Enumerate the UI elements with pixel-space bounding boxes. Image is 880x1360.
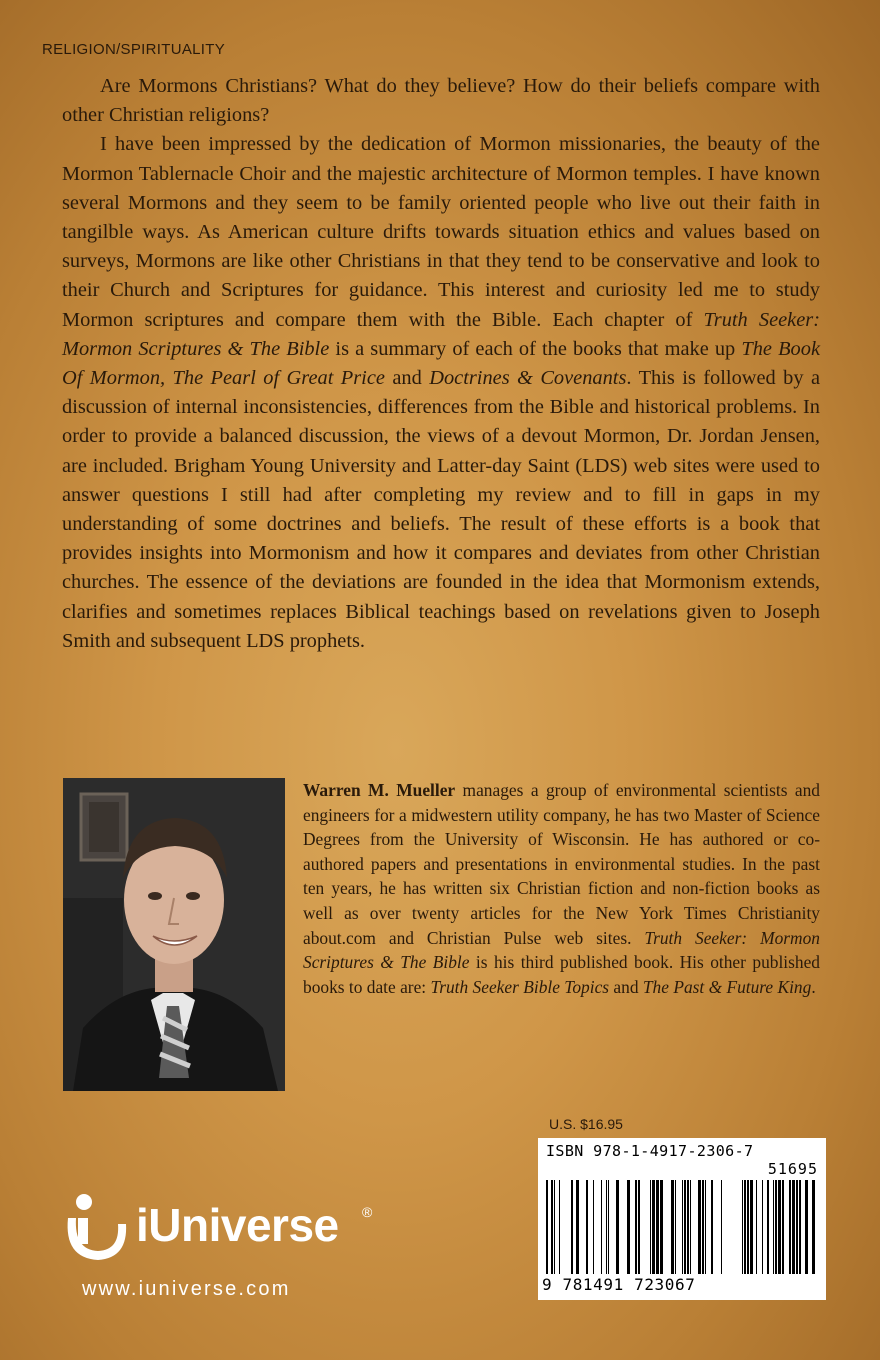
registered-mark: ® (362, 1204, 373, 1220)
barcode-bar (601, 1180, 602, 1274)
barcode-bar (799, 1180, 801, 1274)
barcode-bar (616, 1180, 619, 1274)
barcode-bar (773, 1180, 774, 1274)
barcode-bar (744, 1180, 746, 1274)
barcode-bar (782, 1180, 784, 1274)
blurb-text-b: is a summary of each of the books that make up (329, 337, 742, 360)
barcode-bar (698, 1180, 701, 1274)
barcode-bar (721, 1180, 722, 1274)
barcode-bar (792, 1180, 795, 1274)
barcode-bar (660, 1180, 663, 1274)
barcode-price-code: 51695 (767, 1160, 818, 1178)
barcode-bar (684, 1180, 686, 1274)
barcode-bar (559, 1180, 560, 1274)
publisher-logo (62, 1188, 392, 1268)
barcode-bar (627, 1180, 630, 1274)
barcode-bar (750, 1180, 753, 1274)
barcode-bar (652, 1180, 655, 1274)
author-photo-illustration (63, 778, 285, 1091)
barcode-bar (608, 1180, 609, 1274)
barcode-bar (635, 1180, 637, 1274)
barcode-bar (767, 1180, 769, 1274)
blurb-book-title: Truth Seeker: Mormon Scriptures & The Bible (62, 308, 820, 360)
barcode-bar (742, 1180, 743, 1274)
price-label: U.S. $16.95 (549, 1116, 623, 1132)
blurb-text-a: I have been impressed by the dedication of Mormon missionaries, the beauty of the Mormon Tablernacle Choir and the majestic architecture of Mormon temples. I have known several Mormons and they seem to be family oriented people who live out their faith in tangilble ways. As American culture drifts towards situation ethics and values based on surveys, Mormons are like other Christians in that they tend to be conservative and look to their Church and Scriptures for guidance. This interest and curiosity led me to study Mormon scriptures and compare them with the Bible. Each chapter of (62, 133, 820, 331)
barcode-bar (586, 1180, 588, 1274)
bio-title-bible-topics: Truth Seeker Bible Topics (430, 976, 610, 997)
barcode-bar (775, 1180, 777, 1274)
barcode-bar (805, 1180, 808, 1274)
barcode-bar (796, 1180, 798, 1274)
barcode-bar (756, 1180, 757, 1274)
barcode-bar (606, 1180, 607, 1274)
blurb-title-doctrines: Doctrines & Covenants (429, 367, 627, 390)
barcode-bars (544, 1180, 820, 1276)
barcode-bar (687, 1180, 689, 1274)
barcode-bar (778, 1180, 781, 1274)
barcode-bar (551, 1180, 553, 1274)
barcode-bar (638, 1180, 640, 1274)
barcode-bar (690, 1180, 691, 1274)
barcode-bar (762, 1180, 763, 1274)
author-photo (63, 778, 285, 1091)
bio-text-b: is his third published book. His other published books to date are: (303, 952, 821, 997)
bio-title-past-future-king: The Past & Future King (642, 976, 812, 997)
barcode-digits: 9 781491 723067 (542, 1275, 696, 1294)
blurb-text-c: and (384, 367, 430, 390)
barcode-bar (789, 1180, 791, 1274)
barcode-bar (682, 1180, 683, 1274)
author-bio (303, 778, 820, 999)
blurb-text-d: . This is followed by a discussion of internal inconsistencies, differences from the Bible and historical problems. In order to provide a balanced discussion, the views of a devout Mormon, Dr. Jordan Jensen, are included. Brigham Young University and Latter-day Saint (LDS) web sites were used to answer questions I still had after completing my review and to fill in gaps in my understanding of some doctrines and beliefs. The result of these efforts is a book that provides insights into Mormonism and how it compares and deviates from other Christian churches. The essence of the deviations are founded in the idea that Mormonism extends, clarifies and sometimes replaces Biblical teachings based on revelations given to Joseph Smith and subsequent LDS prophets. (62, 367, 821, 652)
barcode-bar (711, 1180, 713, 1274)
back-cover-blurb (62, 72, 820, 656)
bio-text-c: and (609, 976, 643, 997)
publisher-name: iUniverse (136, 1199, 339, 1251)
barcode-bar (554, 1180, 555, 1274)
barcode-bar (747, 1180, 749, 1274)
category-label: RELIGION/SPIRITUALITY (42, 41, 226, 58)
barcode-bar (656, 1180, 659, 1274)
blurb-title-book-of-mormon: The Book Of Mormon, The Pearl of Great Price (62, 337, 820, 390)
barcode-bar (702, 1180, 704, 1274)
isbn-barcode (538, 1138, 826, 1300)
bio-title-truth-seeker: Truth Seeker: Mormon Scriptures & The Bible (303, 927, 820, 973)
author-name: Warren M. Mueller (303, 780, 456, 800)
barcode-bar (593, 1180, 594, 1274)
isbn-number: ISBN 978-1-4917-2306-7 (546, 1142, 754, 1160)
barcode-bar (675, 1180, 676, 1274)
barcode-bar (546, 1180, 548, 1274)
bio-text-d: . (811, 976, 816, 997)
barcode-bar (650, 1180, 651, 1274)
barcode-bar (671, 1180, 674, 1274)
publisher-website: www.iuniverse.com (82, 1278, 291, 1300)
blurb-paragraph-1: Are Mormons Christians? What do they believe? How do their beliefs compare with other Christian religions? (62, 75, 820, 127)
barcode-bar (705, 1180, 706, 1274)
barcode-bar (812, 1180, 815, 1274)
barcode-bar (571, 1180, 573, 1274)
barcode-bar (576, 1180, 579, 1274)
iuniverse-logo-icon (62, 1188, 132, 1268)
blurb-paragraph-2 (62, 130, 820, 656)
bio-text-a: manages a group of environmental scientists and engineers for a midwestern utility company, he has two Master of Science Degrees from the University of Wisconsin. He has authored or co-authored papers and presentations in environmental studies. In the past ten years, he has written six Christian fiction and non-fiction books as well as over twenty articles for the New York Times Christianity about.com and Christian Pulse web sites. (303, 780, 820, 948)
